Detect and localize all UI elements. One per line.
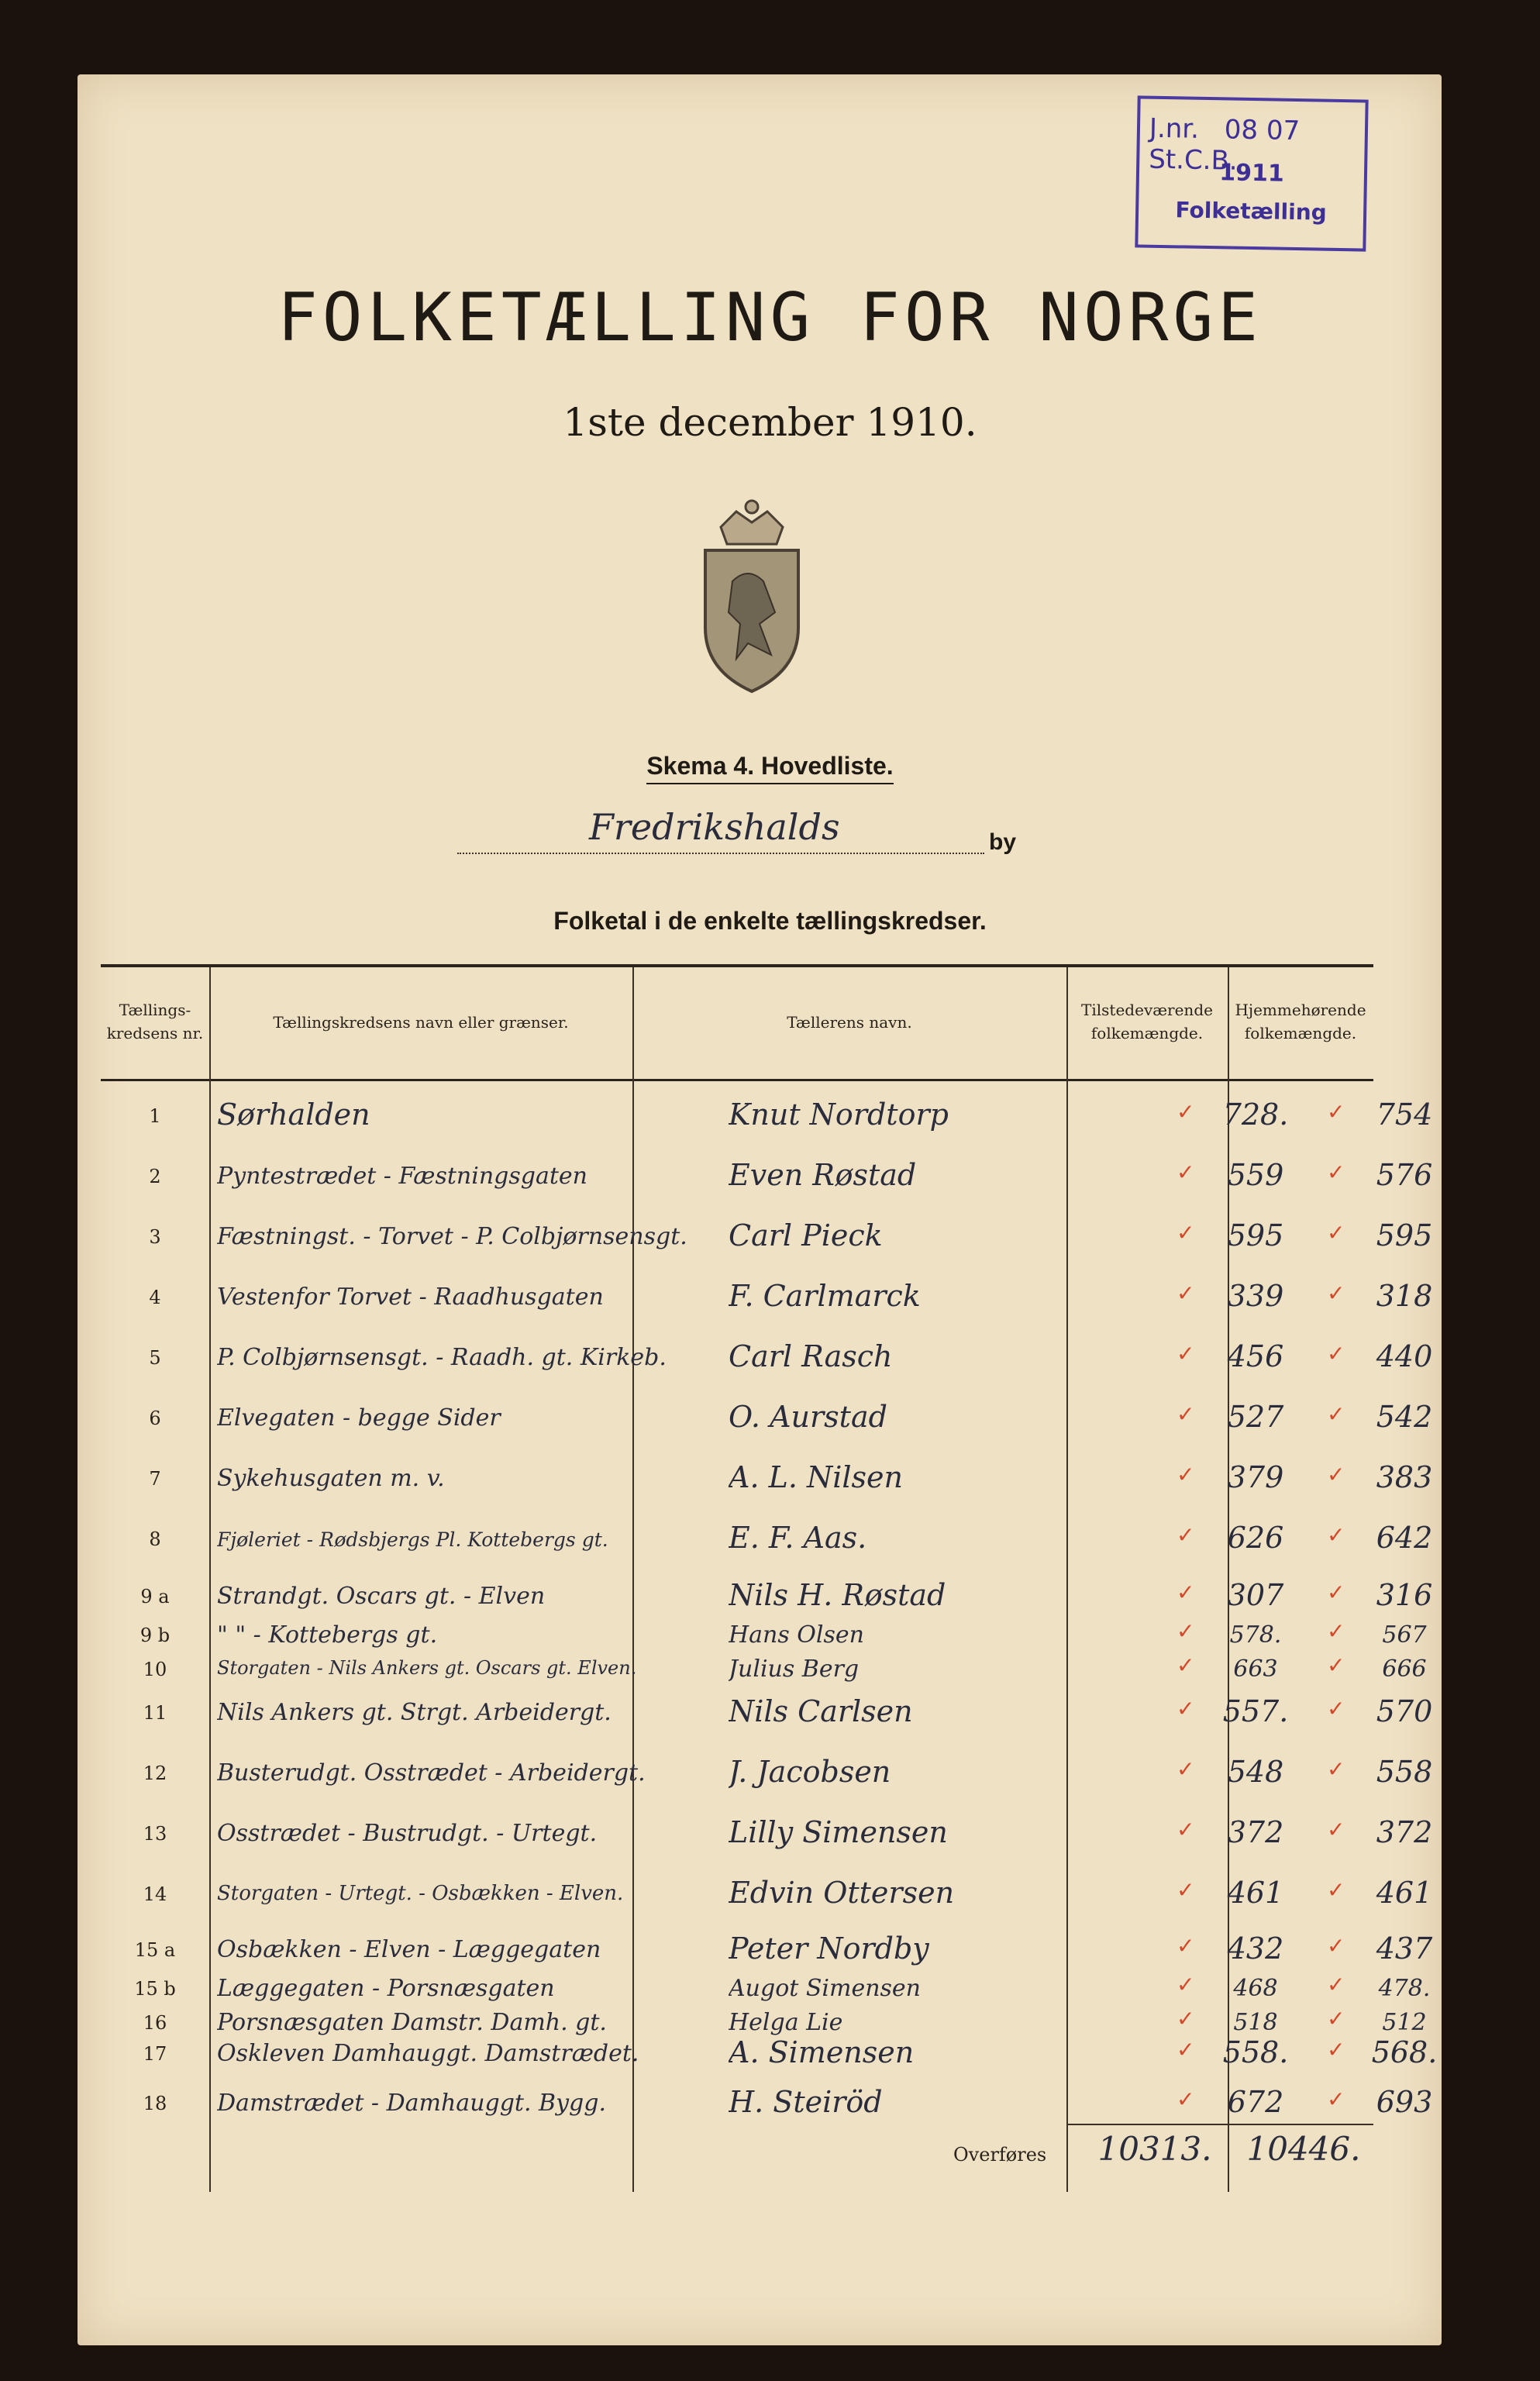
row-nr: 3: [149, 1226, 161, 1248]
row-district: " " - Kottebergs gt.: [217, 1621, 438, 1649]
row-resident: 642: [1376, 1521, 1433, 1555]
check-mark-icon: ✓: [1327, 1280, 1345, 1306]
town-name: Fredrikshalds: [589, 806, 840, 848]
town-suffix: by: [989, 829, 1017, 855]
row-counter: Knut Nordtorp: [729, 1097, 949, 1132]
row-district: Sørhalden: [217, 1097, 370, 1132]
archive-stamp: [1135, 95, 1368, 251]
row-present: 548: [1227, 1755, 1284, 1789]
check-mark-icon: ✓: [1327, 1099, 1345, 1125]
table-row: [101, 1871, 1433, 1919]
table-row: [101, 1456, 1433, 1504]
row-resident: 754: [1376, 1097, 1433, 1132]
row-resident: 576: [1376, 1158, 1433, 1192]
totals-rule: [1068, 2124, 1373, 2125]
table-row: [101, 1335, 1433, 1383]
row-district: Osstrædet - Bustrudgt. - Urtegt.: [217, 1820, 598, 1847]
schema-heading: Skema 4. Hovedliste.: [0, 752, 1540, 780]
row-district: Osbækken - Elven - Læggegaten: [217, 1936, 601, 1963]
row-resident: 666: [1382, 1656, 1427, 1683]
row-nr: 10: [143, 1659, 167, 1680]
row-district: Fæstningst. - Torvet - P. Colbjørnsensgt.: [217, 1223, 687, 1250]
check-mark-icon: ✓: [1177, 1877, 1195, 1903]
row-resident: 693: [1376, 2085, 1433, 2119]
row-present: 626: [1227, 1521, 1284, 1555]
check-mark-icon: ✓: [1177, 1618, 1195, 1644]
table-row: [101, 2080, 1433, 2128]
row-counter: Peter Nordby: [729, 1931, 929, 1966]
row-counter: Even Røstad: [729, 1158, 917, 1192]
row-present: 728.: [1222, 1097, 1289, 1132]
check-mark-icon: ✓: [1177, 1522, 1195, 1548]
check-mark-icon: ✓: [1327, 2037, 1345, 2062]
table-row: [101, 1966, 1431, 2002]
row-resident: 595: [1376, 1218, 1433, 1253]
table-row: [101, 1646, 1427, 1685]
check-mark-icon: ✓: [1327, 1401, 1345, 1427]
row-resident: 437: [1376, 1931, 1433, 1966]
row-resident: 316: [1376, 1578, 1433, 1612]
row-nr: 15 b: [134, 1978, 176, 2000]
row-present: 527: [1227, 1400, 1284, 1434]
row-district: Fjøleriet - Rødsbjergs Pl. Kottebergs gt.: [217, 1528, 608, 1551]
stamp-office: St.C.B.: [1148, 143, 1239, 177]
stamp-year: 1911: [1218, 159, 1285, 188]
table-row: [101, 1395, 1433, 1443]
stamp-label: Folketælling: [1175, 197, 1328, 226]
row-counter: Edvin Ottersen: [729, 1876, 955, 1910]
row-present: 559: [1227, 1158, 1284, 1192]
row-resident: 570: [1376, 1694, 1433, 1728]
row-nr: 6: [149, 1408, 161, 1429]
row-counter: Julius Berg: [729, 1656, 860, 1683]
row-counter: Augot Simensen: [729, 1975, 921, 2002]
row-nr: 12: [143, 1762, 167, 1784]
check-mark-icon: ✓: [1177, 1280, 1195, 1306]
document-date: 1ste december 1910.: [563, 400, 977, 445]
row-nr: 18: [143, 2093, 167, 2114]
stamp-jnr-label: J.nr.: [1149, 112, 1200, 145]
table-row: [101, 1214, 1433, 1262]
table-row: [101, 1750, 1433, 1798]
row-resident: 542: [1376, 1400, 1433, 1434]
check-mark-icon: ✓: [1327, 1462, 1345, 1487]
table-row: [101, 1573, 1433, 1612]
row-district: Damstrædet - Damhauggt. Bygg.: [217, 2090, 606, 2117]
row-district: Læggegaten - Porsnæsgaten: [217, 1975, 555, 2002]
row-nr: 9 b: [140, 1625, 171, 1646]
table-subtitle: Folketal i de enkelte tællingskredser.: [553, 907, 987, 935]
row-counter: Carl Pieck: [729, 1218, 883, 1253]
table-row: [101, 1927, 1433, 1966]
table-row: [101, 1811, 1433, 1859]
row-resident: 461: [1376, 1876, 1433, 1910]
row-present: 557.: [1222, 1694, 1289, 1728]
row-nr: 4: [149, 1287, 161, 1308]
stamp-jnr-number: 08 07: [1224, 114, 1301, 147]
document-title: FOLKETÆLLING FOR NORGE: [277, 279, 1263, 357]
total-present: 10313.: [1097, 2130, 1212, 2168]
row-present: 461: [1227, 1876, 1284, 1910]
table-top-rule: [101, 964, 1373, 967]
check-mark-icon: ✓: [1177, 1696, 1195, 1721]
table-row: [101, 1274, 1433, 1322]
row-counter: Helga Lie: [729, 2009, 843, 2036]
row-counter: Nils Carlsen: [729, 1694, 913, 1728]
row-resident: 383: [1376, 1460, 1433, 1494]
row-resident: 440: [1376, 1339, 1433, 1373]
row-counter: Nils H. Røstad: [729, 1578, 946, 1612]
row-counter: A. Simensen: [729, 2035, 915, 2069]
check-mark-icon: ✓: [1177, 1652, 1195, 1678]
row-counter: O. Aurstad: [729, 1400, 887, 1434]
check-mark-icon: ✓: [1177, 1933, 1195, 1959]
check-mark-icon: ✓: [1177, 1580, 1195, 1605]
totals-label: Overføres: [953, 2144, 1047, 2166]
row-nr: 13: [143, 1823, 167, 1845]
total-resident: 10446.: [1246, 2130, 1361, 2168]
check-mark-icon: ✓: [1177, 1220, 1195, 1246]
row-present: 307: [1227, 1578, 1284, 1612]
table-row: [101, 1153, 1433, 1201]
row-nr: 17: [143, 2043, 167, 2065]
check-mark-icon: ✓: [1177, 1099, 1195, 1125]
row-counter: Lilly Simensen: [729, 1815, 948, 1849]
row-district: Sykehusgaten m. v.: [217, 1465, 445, 1492]
town-field: [457, 806, 984, 854]
row-present: 379: [1227, 1460, 1284, 1494]
row-resident: 568.: [1371, 2035, 1438, 2069]
row-district: Strandgt. Oscars gt. - Elven: [217, 1583, 546, 1610]
row-resident: 567: [1382, 1621, 1427, 1649]
row-nr: 16: [143, 2012, 167, 2034]
row-nr: 15 a: [134, 1939, 176, 1961]
row-counter: Carl Rasch: [729, 1339, 893, 1373]
table-header-rule: [101, 1079, 1373, 1081]
row-present: 456: [1227, 1339, 1284, 1373]
row-counter: A. L. Nilsen: [729, 1460, 904, 1494]
check-mark-icon: ✓: [1177, 2037, 1195, 2062]
check-mark-icon: ✓: [1327, 1817, 1345, 1842]
header-resident: Hjemmehørende folkemængde.: [1235, 1001, 1366, 1042]
row-district: Busterudgt. Osstrædet - Arbeidergt.: [217, 1759, 646, 1787]
row-present: 432: [1227, 1931, 1284, 1966]
row-counter: E. F. Aas.: [729, 1521, 867, 1555]
row-district: Storgaten - Nils Ankers gt. Oscars gt. Elven.: [217, 1657, 637, 1679]
row-nr: 9 a: [140, 1586, 170, 1607]
header-counter: Tællerens navn.: [787, 1013, 912, 1032]
check-mark-icon: ✓: [1177, 1817, 1195, 1842]
check-mark-icon: ✓: [1177, 1462, 1195, 1487]
check-mark-icon: ✓: [1327, 1522, 1345, 1548]
check-mark-icon: ✓: [1327, 1618, 1345, 1644]
check-mark-icon: ✓: [1327, 1341, 1345, 1366]
row-district: Storgaten - Urtegt. - Osbækken - Elven.: [217, 1882, 624, 1905]
check-mark-icon: ✓: [1327, 1580, 1345, 1605]
check-mark-icon: ✓: [1177, 1756, 1195, 1782]
header-present: Tilstedeværende folkemængde.: [1081, 1001, 1213, 1042]
row-present: 578.: [1229, 1621, 1282, 1649]
row-nr: 14: [143, 1883, 167, 1905]
check-mark-icon: ✓: [1327, 1933, 1345, 1959]
row-present: 595: [1227, 1218, 1284, 1253]
table-row: [101, 2031, 1438, 2079]
row-resident: 318: [1376, 1279, 1433, 1313]
header-nr: Tællings- kredsens nr.: [106, 1001, 204, 1042]
row-resident: 558: [1376, 1755, 1433, 1789]
check-mark-icon: ✓: [1327, 2086, 1345, 2112]
row-resident: 512: [1382, 2009, 1427, 2036]
row-present: 339: [1227, 1279, 1284, 1313]
header-district: Tællingskredsens navn eller grænser.: [273, 1013, 569, 1032]
row-counter: Hans Olsen: [729, 1621, 864, 1649]
row-nr: 11: [143, 1702, 167, 1724]
row-district: Porsnæsgaten Damstr. Damh. gt.: [217, 2009, 607, 2036]
check-mark-icon: ✓: [1327, 1756, 1345, 1782]
row-district: Vestenfor Torvet - Raadhusgaten: [217, 1284, 604, 1311]
check-mark-icon: ✓: [1327, 1696, 1345, 1721]
row-counter: F. Carlmarck: [729, 1279, 921, 1313]
table-row: [101, 1093, 1433, 1141]
check-mark-icon: ✓: [1177, 1341, 1195, 1366]
row-district: Pyntestrædet - Fæstningsgaten: [217, 1163, 587, 1190]
check-mark-icon: ✓: [1177, 1159, 1195, 1185]
table-row: [101, 1612, 1427, 1649]
row-district: P. Colbjørnsensgt. - Raadh. gt. Kirkeb.: [217, 1344, 667, 1371]
check-mark-icon: ✓: [1177, 2006, 1195, 2031]
row-resident: 478.: [1378, 1975, 1431, 2002]
row-nr: 7: [149, 1468, 161, 1490]
row-resident: 372: [1376, 1815, 1433, 1849]
row-present: 372: [1227, 1815, 1284, 1849]
coat-of-arms-icon: [674, 496, 829, 698]
row-counter: J. Jacobsen: [729, 1755, 891, 1789]
row-district: Nils Ankers gt. Strgt. Arbeidergt.: [217, 1699, 612, 1726]
check-mark-icon: ✓: [1327, 1220, 1345, 1246]
row-nr: 5: [149, 1347, 161, 1369]
row-present: 672: [1227, 2085, 1284, 2119]
row-nr: 2: [149, 1166, 161, 1187]
row-district: Oskleven Damhauggt. Damstrædet.: [217, 2040, 639, 2067]
check-mark-icon: ✓: [1177, 2086, 1195, 2112]
check-mark-icon: ✓: [1177, 1401, 1195, 1427]
check-mark-icon: ✓: [1327, 1652, 1345, 1678]
row-present: 468: [1233, 1975, 1278, 2002]
row-nr: 8: [149, 1528, 161, 1550]
row-district: Elvegaten - begge Sider: [217, 1404, 501, 1432]
row-present: 518: [1233, 2009, 1278, 2036]
row-counter: H. Steiröd: [729, 2085, 883, 2119]
check-mark-icon: ✓: [1327, 1972, 1345, 1997]
check-mark-icon: ✓: [1177, 1972, 1195, 1997]
row-present: 558.: [1222, 2035, 1289, 2069]
check-mark-icon: ✓: [1327, 1877, 1345, 1903]
table-row: [101, 1516, 1433, 1564]
table-row: [101, 1690, 1433, 1738]
check-mark-icon: ✓: [1327, 1159, 1345, 1185]
row-nr: 1: [149, 1105, 161, 1127]
check-mark-icon: ✓: [1327, 2006, 1345, 2031]
row-present: 663: [1233, 1656, 1278, 1683]
